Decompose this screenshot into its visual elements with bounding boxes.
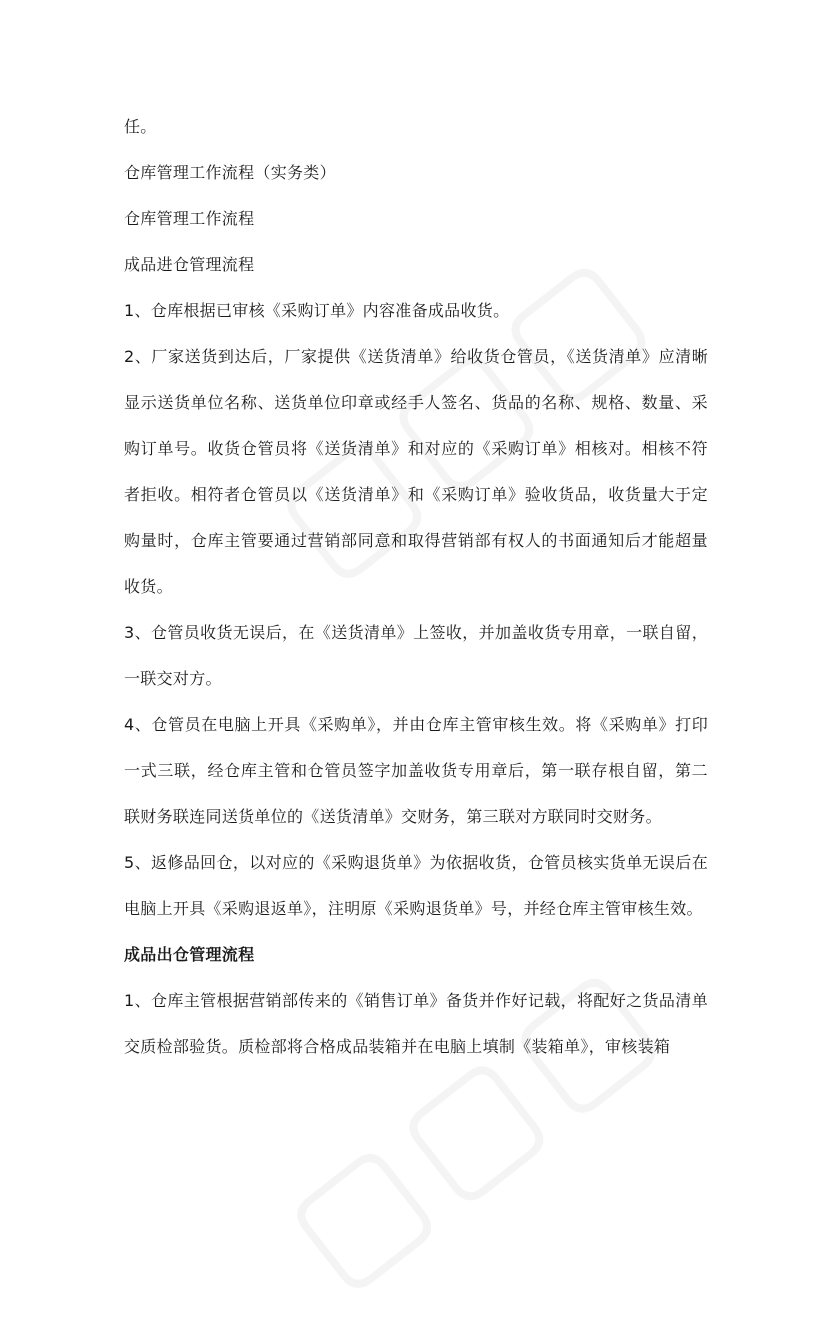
list-item: 3、仓管员收货无误后，在《送货清单》上签收，并加盖收货专用章，一联自留，一联交对方。 [124, 623, 708, 688]
list-item: 1、仓库根据已审核《采购订单》内容准备成品收货。 [124, 301, 510, 320]
list-item: 5、返修品回仓，以对应的《采购退货单》为依据收货，仓管员核实货单无误后在电脑上开具《采购退返单》，注明原《采购退货单》号，并经仓库主管审核生效。 [124, 853, 708, 918]
list-item: 4、仓管员在电脑上开具《采购单》，并由仓库主管审核生效。将《采购单》打印一式三联，经仓库主管和仓管员签字加盖收货专用章后，第一联存根自留，第二联财务联连同送货单位的《送货清单》交财务，第三联对方联同时交财务。 [124, 715, 708, 826]
list-item: 1、仓库主管根据营销部传来的《销售订单》备货并作好记载，将配好之货品清单交质检部验货。质检部将合格成品装箱并在电脑上填制《装箱单》，审核装箱 [124, 991, 708, 1056]
document-body [124, 104, 708, 1070]
paragraph: 任。 [124, 117, 157, 136]
section-heading: 仓库管理工作流程 [124, 209, 255, 228]
subsection-heading: 成品出仓管理流程 [124, 945, 255, 964]
list-item: 2、厂家送货到达后，厂家提供《送货清单》给收货仓管员，《送货清单》应清晰显示送货单位名称、送货单位印章或经手人签名、货品的名称、规格、数量、采购订单号。收货仓管员将《送货清单》和对应的《采购订单》相核对。相核不符者拒收。相符者仓管员以《送货清单》和《采购订单》验收货品，收货量大于定购量时，仓库主管要通过营销部同意和取得营销部有权人的书面通知后才能超量收货。 [124, 347, 708, 596]
subsection-heading: 成品进仓管理流程 [124, 255, 255, 274]
section-heading: 仓库管理工作流程（实务类） [124, 163, 336, 182]
